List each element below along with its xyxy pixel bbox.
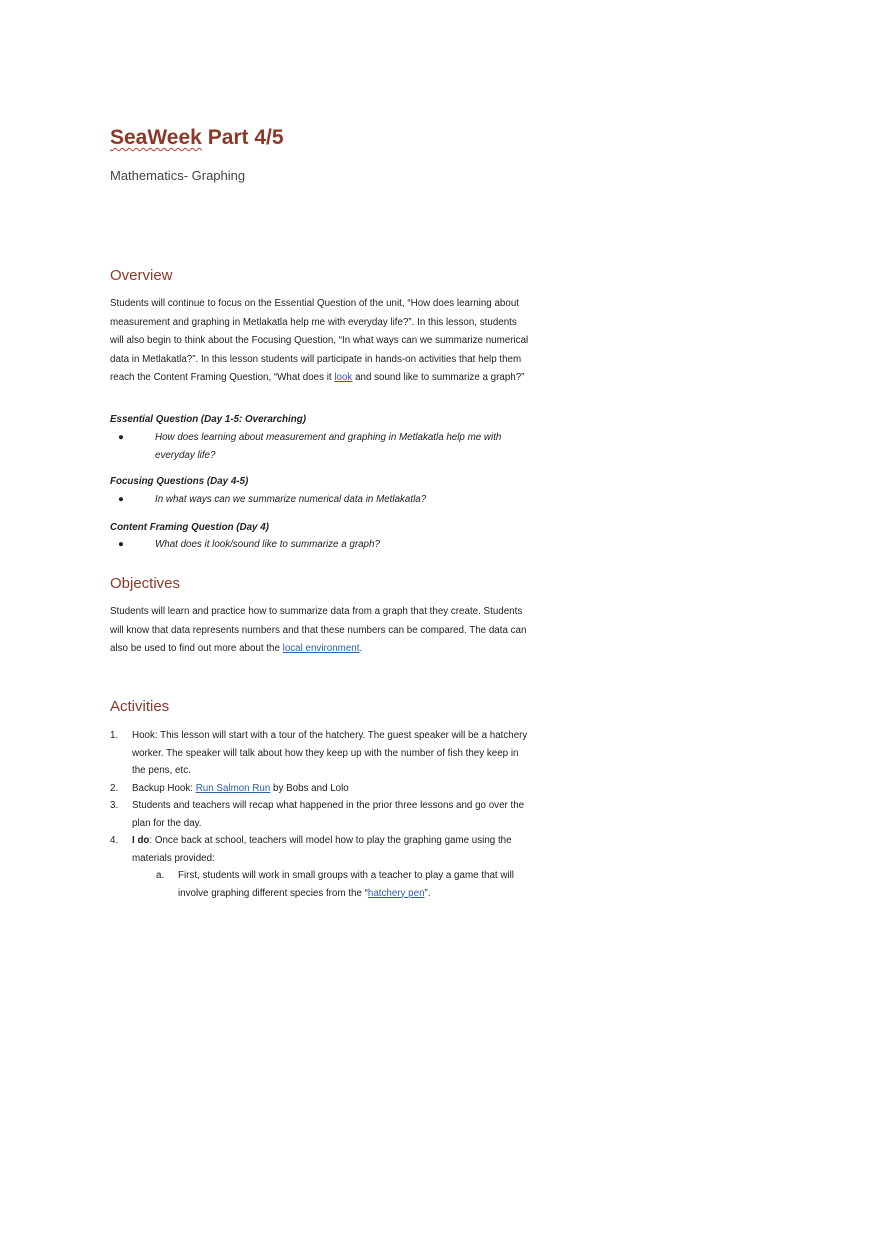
framing-question-text: What does it look/sound like to summarize a graph?	[155, 539, 380, 550]
activity-text	[110, 780, 530, 798]
focusing-question-label: Focusing Questions (Day 4-5)	[110, 476, 249, 487]
overview-text: Students will continue to focus on the Essential Question of the unit, “How does learning about measurement and graphing in Metlakatla help me with everyday life?”. In this lesson, students will also begin to think about the Focusing Question, “In what ways can we summarize numerical data in Metlakatla?”. In this lesson students will participate in hands-on activities that help them reach the Content Framing Question, “What does it	[110, 298, 529, 384]
local-environment-link[interactable]: local environment	[282, 643, 360, 655]
framing-question-item	[118, 536, 528, 554]
essential-question-label: Essential Question (Day 1-5: Overarching)	[110, 414, 306, 425]
activities-list	[110, 727, 530, 902]
title-rest: Part 4/5	[201, 126, 284, 149]
activity-text: Hook: This lesson will start with a tour of the hatchery. The guest speaker will be a hatchery worker. The speaker will talk about how they keep up with the number of fish they keep in the pens, etc.	[132, 730, 528, 776]
activity-item-1	[110, 727, 530, 780]
activity-item-3	[110, 797, 530, 832]
activity-sub-item-a	[156, 867, 530, 902]
run-salmon-run-link[interactable]: Run Salmon Run	[195, 782, 271, 794]
overview-heading: Overview	[110, 267, 173, 284]
activity-number: 1.	[110, 730, 119, 741]
document-title	[110, 126, 284, 150]
document-subtitle: Mathematics- Graphing	[110, 168, 246, 183]
framing-question-label: Content Framing Question (Day 4)	[110, 522, 269, 533]
bullet-icon: ●	[118, 432, 124, 443]
bullet-icon: ●	[118, 539, 124, 550]
activity-item-4	[110, 832, 530, 902]
sub-item-text	[156, 867, 530, 902]
focusing-question-item	[118, 491, 528, 509]
overview-text-end: and sound like to summarize a graph?”	[352, 372, 525, 384]
overview-paragraph	[110, 295, 530, 388]
objectives-paragraph	[110, 603, 530, 659]
focusing-question-text: In what ways can we summarize numerical data in Metlakatla?	[155, 494, 427, 505]
i-do-label: I do	[132, 835, 150, 846]
sub-item-letter: a.	[156, 870, 165, 881]
bullet-icon: ●	[118, 494, 124, 505]
objectives-end: .	[359, 643, 363, 655]
backup-hook-author: by Bobs and Lolo	[270, 782, 349, 794]
essential-question-item	[118, 429, 528, 465]
activities-heading: Activities	[110, 698, 170, 715]
objectives-text: Students will learn and practice how to summarize data from a graph that they create. Students will know that data represents numbers and that these numbers can be compared. The data can also be used to find out more about the	[110, 606, 527, 655]
i-do-text: : Once back at school, teachers will model how to play the graphing game using the materials provided:	[132, 835, 512, 864]
look-link[interactable]: look	[334, 372, 353, 384]
activity-item-2	[110, 780, 530, 798]
activity-number: 2.	[110, 782, 119, 794]
essential-question-text: How does learning about measurement and graphing in Metlakatla help me with everyday life?	[155, 432, 502, 461]
activity-number: 3.	[110, 800, 119, 811]
sub-item-end: ”.	[424, 887, 431, 899]
backup-hook-label: Backup Hook:	[132, 782, 196, 794]
title-word-misspelled: SeaWeek	[110, 126, 202, 149]
objectives-heading: Objectives	[110, 575, 181, 592]
hatchery-pen-link[interactable]: hatchery pen	[367, 887, 425, 899]
sub-item-body: First, students will work in small groups with a teacher to play a game that will involve graphing different species from the “	[178, 870, 514, 899]
activity-text: Students and teachers will recap what happened in the prior three lessons and go over the plan for the day.	[132, 800, 525, 829]
activity-text	[110, 832, 530, 867]
activity-number: 4.	[110, 835, 119, 846]
